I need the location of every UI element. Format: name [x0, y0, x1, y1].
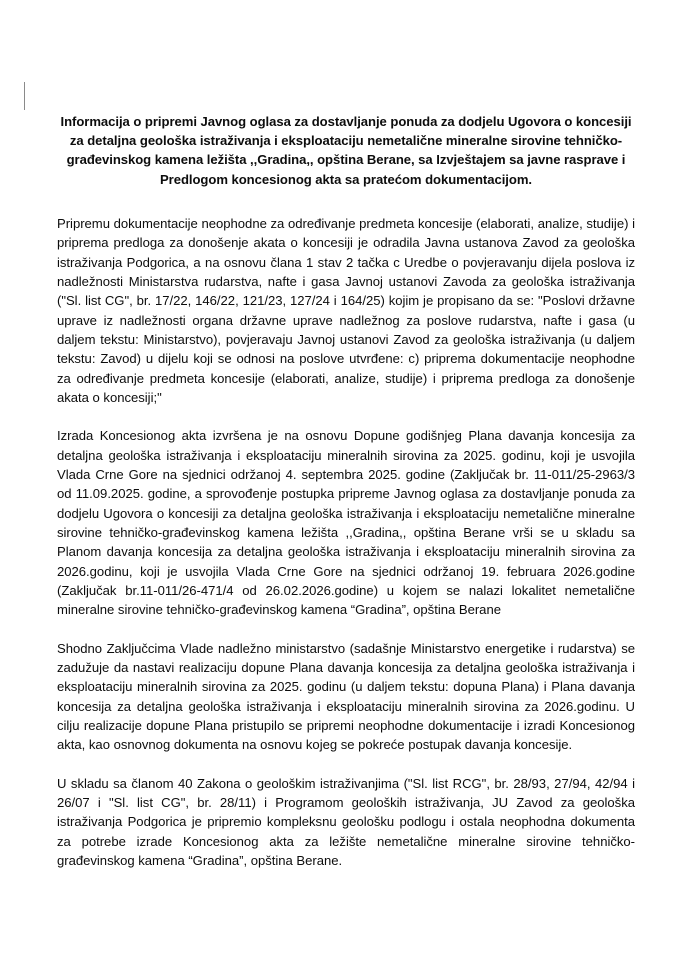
document-body — [57, 112, 635, 870]
left-margin-revision-mark — [24, 82, 25, 110]
paragraph-3: Shodno Zaključcima Vlade nadležno ministarstvo (sadašnje Ministarstvo energetike i rudarstva) se zadužuje da nastavi realizaciju dopune Plana davanja koncesija za detaljna geološka istraživanja i eksploataciju mineralnih sirovina za 2025. godinu (u daljem tekstu: dopuna Plana) i Plana davanja koncesija za detaljna geološka istraživanja i eksploataciju mineralnih sirovina za 2026.godinu. U cilju realizacije dopune Plana pristupilo se pripremi neophodne dokumentacije i izradi Koncesionog akta, kao osnovnog dokumenta na osnovu kojeg se pokreće postupak davanja koncesije. — [57, 640, 635, 753]
page-title: Informacija o pripremi Javnog oglasa za dostavljanje ponuda za dodjelu Ugovora o koncesiji za detaljna geološka istraživanja i eksploataciju nemetalične mineralne sirovine tehničko-građevinskog kamena ležišta ,,Gradina,, opština Berane, sa Izvještajem sa javne rasprave i Predlogom koncesionog akta sa pratećom dokumentacijom. — [60, 114, 632, 187]
paragraph-2: Izrada Koncesionog akta izvršena je na osnovu Dopune godišnjeg Plana davanja koncesija za detaljna geološka istraživanja i eksploataciju mineralnih sirovina za 2025. godinu, koji je usvojila Vlada Crne Gore na sjednici održanoj 4. septembra 2025. godine (Zaključak br. 11-011/25-2963/3 od 11.09.2025. godine, a sprovođenje postupka pripreme Javnog oglasa za dostavljanje ponuda za dodjelu Ugovora o koncesiji za detaljna geološka istraživanja i eksploataciju nemetalične mineralne sirovine tehničko-građevinskog kamena ležišta ,,Gradina,, opština Berane vrši se u skladu sa Planom davanja koncesija za detaljna geološka istraživanja i eksploataciju mineralnih sirovina za 2026.godinu, koji je usvojila Vlada Crne Gore na sjednici održanoj 19. februara 2026.godine (Zaključak br.11-011/26-471/4 od 26.02.2026.godine) u kojem se nalazi lokalitet nemetalične mineralne sirovine tehničko-građevinskog kamena “Gradina”, opština Berane — [57, 428, 635, 618]
document-paragraphs — [57, 214, 635, 871]
paragraph-4: U skladu sa članom 40 Zakona o geološkim istraživanjima ("Sl. list RCG", br. 28/93, 27/94, 42/94 i 26/07 i "Sl. list CG", br. 28/11) i Programom geoloških istraživanja, JU Zavod za geološka istraživanja Podgorica je pripremio kompleksnu geološku podlogu i ostala neophodna dokumenta za potrebe izrade Koncesionog akta za ležište nemetalične mineralne sirovine tehničko-građevinskog kamena “Gradina”, opština Berane. — [57, 775, 635, 869]
paragraph-1: Pripremu dokumentacije neophodne za određivanje predmeta koncesije (elaborati, analize, studije) i priprema predloga za donošenje akata o koncesiji je odradila Javna ustanova Zavod za geološka istraživanja Podgorica, a na osnovu člana 1 stav 2 tačka c Uredbe o povjeravanju dijela poslova iz nadležnosti Ministarstva rudarstva, nafte i gasa Javnoj ustanovi Zavoda za geološka istraživanja ("Sl. list CG", br. 17/22, 146/22, 121/23, 127/24 i 164/25) kojim je propisano da se: "Poslovi državne uprave iz nadležnosti organa državne uprave nadležnog za poslove rudarstva, nafte i gasa (u daljem tekstu: Ministarstvo), povjeravaju Javnoj ustanovi Zavod za geološka istraživanja (u daljem tekstu: Zavod) u dijelu koji se odnosi na poslove utvrđene: c) priprema dokumentacije neophodne za određivanje predmeta koncesije (elaborati, analize, studije) i priprema predloga za donošenje akata o koncesiji;" — [57, 215, 635, 405]
